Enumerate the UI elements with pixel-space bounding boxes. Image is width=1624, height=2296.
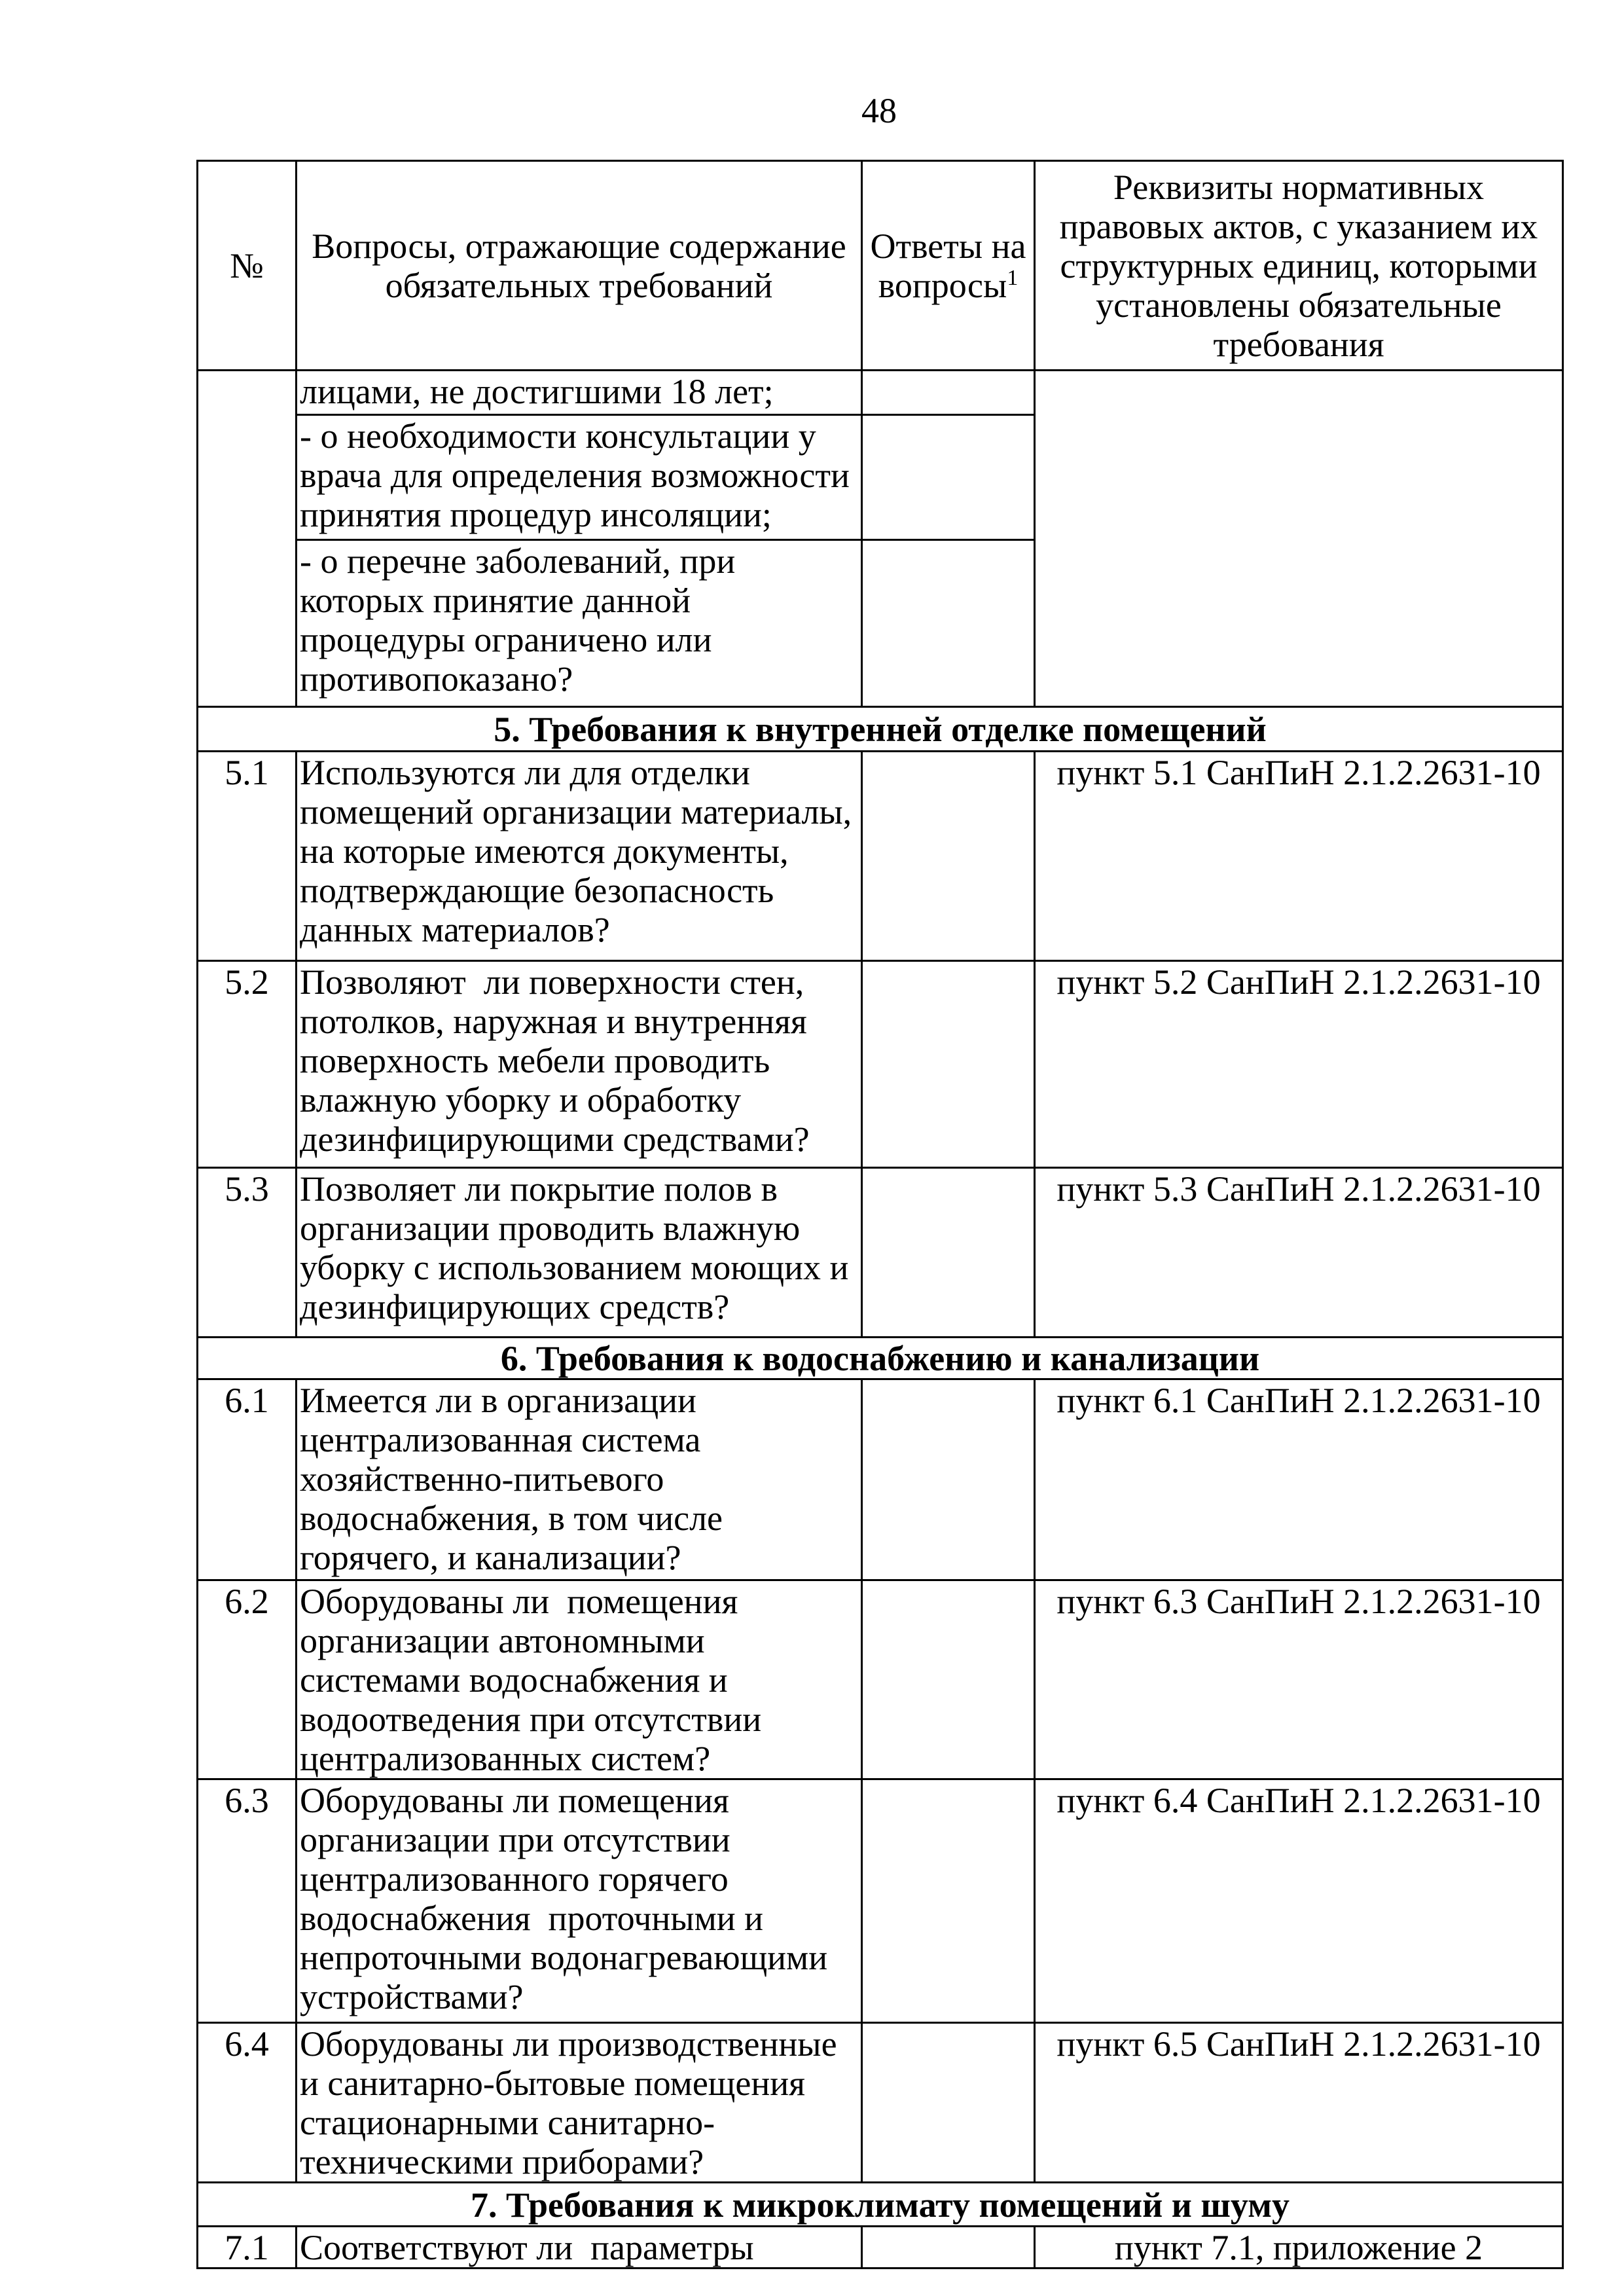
answer-cell [862, 752, 1035, 961]
question-line: врача для определения возможности [300, 456, 850, 495]
question-cell [297, 2023, 862, 2183]
header-row [198, 161, 1563, 371]
question-line: централизованная система [300, 1420, 701, 1459]
question-line: - о перечне заболеваний, при [300, 541, 736, 581]
answer-cell [862, 1580, 1035, 1779]
question-line: организации автономными [300, 1621, 705, 1660]
requisites-cell: пункт 7.1, приложение 2 [1035, 2227, 1563, 2269]
question-line: централизованных систем? [300, 1739, 711, 1778]
question-line: Позволяют ли поверхности стен, [300, 962, 804, 1002]
row-number: 7.1 [198, 2227, 297, 2269]
question-line: потолков, наружная и внутренняя [300, 1002, 807, 1041]
answer-cell [862, 1168, 1035, 1338]
question-line: непроточными водонагревающими [300, 1938, 828, 1977]
answer-cell [862, 961, 1035, 1168]
header-answers-text: вопросы [878, 266, 1007, 305]
row-number: 5.3 [198, 1168, 297, 1338]
question-line: Используются ли для отделки [300, 753, 750, 792]
header-answers-line: Ответы на [870, 227, 1026, 266]
question-line: Оборудованы ли помещения [300, 1582, 738, 1621]
section-row [198, 707, 1563, 752]
question-cell [297, 1379, 862, 1580]
question-line: и санитарно-бытовые помещения [300, 2064, 805, 2103]
requisites-cell: пункт 6.4 СанПиН 2.1.2.2631-10 [1035, 1779, 1563, 2023]
question-line: противопоказано? [300, 659, 573, 699]
requisites-cell: пункт 5.3 СанПиН 2.1.2.2631-10 [1035, 1168, 1563, 1338]
table-row [198, 1379, 1563, 1580]
question-line: которых принятие данной [300, 581, 691, 620]
section-row [198, 1338, 1563, 1379]
question-line: Соответствуют ли параметры [300, 2228, 754, 2267]
row-number: 6.1 [198, 1379, 297, 1580]
answer-cell [862, 1379, 1035, 1580]
requisites-cell: пункт 5.2 СанПиН 2.1.2.2631-10 [1035, 961, 1563, 1168]
question-line: Оборудованы ли помещения [300, 1781, 729, 1820]
row-number: 5.1 [198, 752, 297, 961]
question-line: централизованного горячего [300, 1859, 729, 1899]
question-line: Оборудованы ли производственные [300, 2024, 837, 2064]
question-line: горячего, и канализации? [300, 1538, 681, 1577]
table-row [198, 371, 1563, 415]
table-row [198, 961, 1563, 1168]
question-line: лицами, не достигшими 18 лет; [300, 372, 774, 411]
question-cell [297, 415, 862, 540]
header-questions-line: Вопросы, отражающие содержание [312, 227, 846, 266]
question-line: техническими приборами? [300, 2142, 704, 2181]
question-line: устройствами? [300, 1977, 524, 2016]
row-number: 6.3 [198, 1779, 297, 2023]
table-row [198, 2227, 1563, 2269]
question-line: уборку с использованием моющих и [300, 1248, 849, 1287]
table-row [198, 752, 1563, 961]
question-line: поверхность мебели проводить [300, 1041, 770, 1080]
section-title: 7. Требования к микроклимату помещений и шуму [198, 2183, 1563, 2227]
question-line: процедуры ограничено или [300, 620, 712, 659]
question-line: системами водоснабжения и [300, 1660, 728, 1700]
question-line: помещений организации материалы, [300, 792, 852, 831]
answer-cell [862, 2227, 1035, 2269]
header-number-cell: № [198, 161, 297, 371]
section-row [198, 2183, 1563, 2227]
header-questions-cell [297, 161, 862, 371]
question-line: стационарными санитарно- [300, 2103, 715, 2142]
table-row [198, 1168, 1563, 1338]
question-cell [297, 752, 862, 961]
page-number: 48 [861, 91, 897, 130]
question-line: организации проводить влажную [300, 1209, 801, 1248]
answer-cell [862, 415, 1035, 540]
table-row [198, 1580, 1563, 1779]
header-requisites-line: установлены обязательные [1096, 285, 1502, 325]
row-number: 5.2 [198, 961, 297, 1168]
question-line: дезинфицирующими средствами? [300, 1120, 810, 1159]
header-requisites-cell [1035, 161, 1563, 371]
header-answers-line [865, 266, 1031, 305]
question-line: дезинфицирующих средств? [300, 1287, 730, 1326]
question-cell [297, 1580, 862, 1779]
row-number: 6.4 [198, 2023, 297, 2183]
question-line: влажную уборку и обработку [300, 1080, 742, 1120]
question-cell [297, 371, 862, 415]
header-requisites-line: правовых актов, с указанием их [1059, 207, 1538, 246]
question-line: подтверждающие безопасность [300, 871, 774, 910]
question-line: водоотведения при отсутствии [300, 1700, 762, 1739]
header-answers-cell [862, 161, 1035, 371]
requisites-cell: пункт 6.1 СанПиН 2.1.2.2631-10 [1035, 1379, 1563, 1580]
question-line: принятия процедур инсоляции; [300, 495, 772, 534]
header-requisites-line: структурных единиц, которыми [1060, 246, 1538, 285]
header-requisites-line: требования [1213, 325, 1384, 364]
requisites-cell: пункт 5.1 СанПиН 2.1.2.2631-10 [1035, 752, 1563, 961]
question-cell [297, 2227, 862, 2269]
question-line: Имеется ли в организации [300, 1381, 696, 1420]
question-cell [297, 961, 862, 1168]
question-line: данных материалов? [300, 910, 610, 949]
section-title: 5. Требования к внутренней отделке помещений [198, 707, 1563, 752]
question-cell [297, 1168, 862, 1338]
question-line: - о необходимости консультации у [300, 416, 816, 456]
question-cell [297, 1779, 862, 2023]
requisites-cell [1035, 371, 1563, 707]
row-number: 6.2 [198, 1580, 297, 1779]
answer-cell [862, 540, 1035, 707]
requisites-cell: пункт 6.5 СанПиН 2.1.2.2631-10 [1035, 2023, 1563, 2183]
question-cell [297, 540, 862, 707]
question-line: на которые имеются документы, [300, 831, 789, 871]
answer-cell [862, 2023, 1035, 2183]
requisites-cell: пункт 6.3 СанПиН 2.1.2.2631-10 [1035, 1580, 1563, 1779]
footnote-marker: 1 [1007, 266, 1019, 290]
row-number-cell [198, 371, 297, 707]
table-row [198, 2023, 1563, 2183]
header-questions-line: обязательных требований [385, 266, 773, 305]
header-requisites-line: Реквизиты нормативных [1113, 168, 1485, 207]
question-line: водоснабжения проточными и [300, 1899, 764, 1938]
question-line: организации при отсутствии [300, 1820, 731, 1859]
answer-cell [862, 1779, 1035, 2023]
checklist-table [196, 160, 1564, 2269]
question-line: хозяйственно-питьевого [300, 1459, 664, 1499]
section-title: 6. Требования к водоснабжению и канализации [198, 1338, 1563, 1379]
question-line: Позволяет ли покрытие полов в [300, 1169, 778, 1209]
table-row [198, 1779, 1563, 2023]
answer-cell [862, 371, 1035, 415]
question-line: водоснабжения, в том числе [300, 1499, 723, 1538]
